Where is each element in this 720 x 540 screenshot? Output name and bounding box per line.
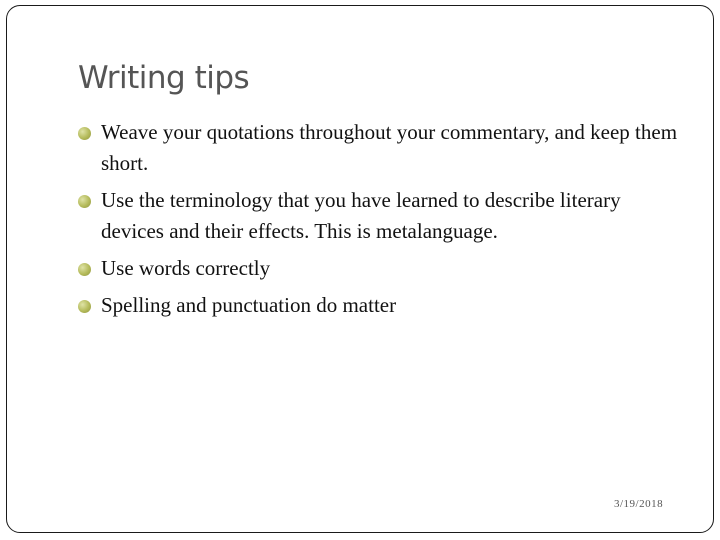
circle-bullet-icon: [78, 127, 91, 140]
bullet-item: [78, 185, 678, 247]
circle-bullet-icon: [78, 300, 91, 313]
bullet-list: [78, 117, 678, 327]
bullet-item: [78, 117, 678, 179]
slide-date: 3/19/2018: [614, 498, 664, 510]
bullet-text: Spelling and punctuation do matter: [101, 293, 397, 317]
bullet-item: [78, 253, 678, 284]
bullet-text: Weave your quotations throughout your commentary, and keep them short.: [101, 120, 678, 175]
circle-bullet-icon: [78, 263, 91, 276]
slide-title: Writing tips: [78, 60, 250, 96]
bullet-text: Use the terminology that you have learned to describe literary devices and their effects. This is metalanguage.: [101, 188, 621, 243]
bullet-item: [78, 290, 678, 321]
circle-bullet-icon: [78, 195, 91, 208]
bullet-text: Use words correctly: [101, 256, 271, 280]
